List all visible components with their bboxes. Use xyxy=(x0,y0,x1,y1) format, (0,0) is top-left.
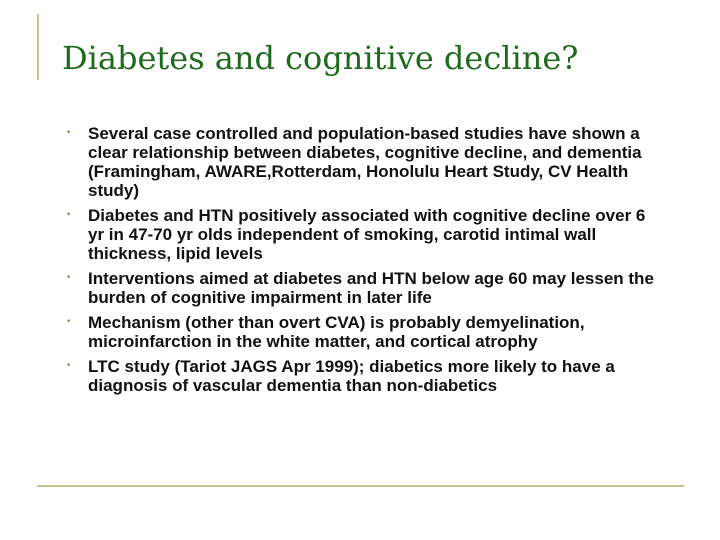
bullet-marker-icon: • xyxy=(66,361,72,371)
slide-title: Diabetes and cognitive decline? xyxy=(62,39,579,77)
bullet-marker-icon: • xyxy=(66,128,72,138)
bullet-text: Diabetes and HTN positively associated with cognitive decline over 6 yr in 47-70 yr olds independent of smoking, carotid intimal wall thickness, lipid levels xyxy=(88,206,646,263)
bullet-marker-icon: • xyxy=(66,210,72,220)
bullet-list xyxy=(66,124,658,401)
bullet-text: LTC study (Tariot JAGS Apr 1999); diabetics more likely to have a diagnosis of vascular dementia than non-diabetics xyxy=(88,357,615,395)
bullet-item xyxy=(66,124,658,200)
bullet-marker-icon: • xyxy=(66,317,72,327)
bullet-item xyxy=(66,206,658,263)
bullet-item xyxy=(66,357,658,395)
bullet-text: Several case controlled and population-based studies have shown a clear relationship between diabetes, cognitive decline, and dementia (Framingham, AWARE,Rotterdam, Honolulu Heart Study, CV Health study) xyxy=(88,124,642,200)
bullet-text: Mechanism (other than overt CVA) is probably demyelination, microinfarction in the white matter, and cortical atrophy xyxy=(88,313,585,351)
bottom-rule xyxy=(37,485,684,487)
vertical-rule xyxy=(37,14,39,80)
bullet-item xyxy=(66,313,658,351)
bullet-marker-icon: • xyxy=(66,273,72,283)
bullet-text: Interventions aimed at diabetes and HTN below age 60 may lessen the burden of cognitive impairment in later life xyxy=(88,269,654,307)
bullet-item xyxy=(66,269,658,307)
